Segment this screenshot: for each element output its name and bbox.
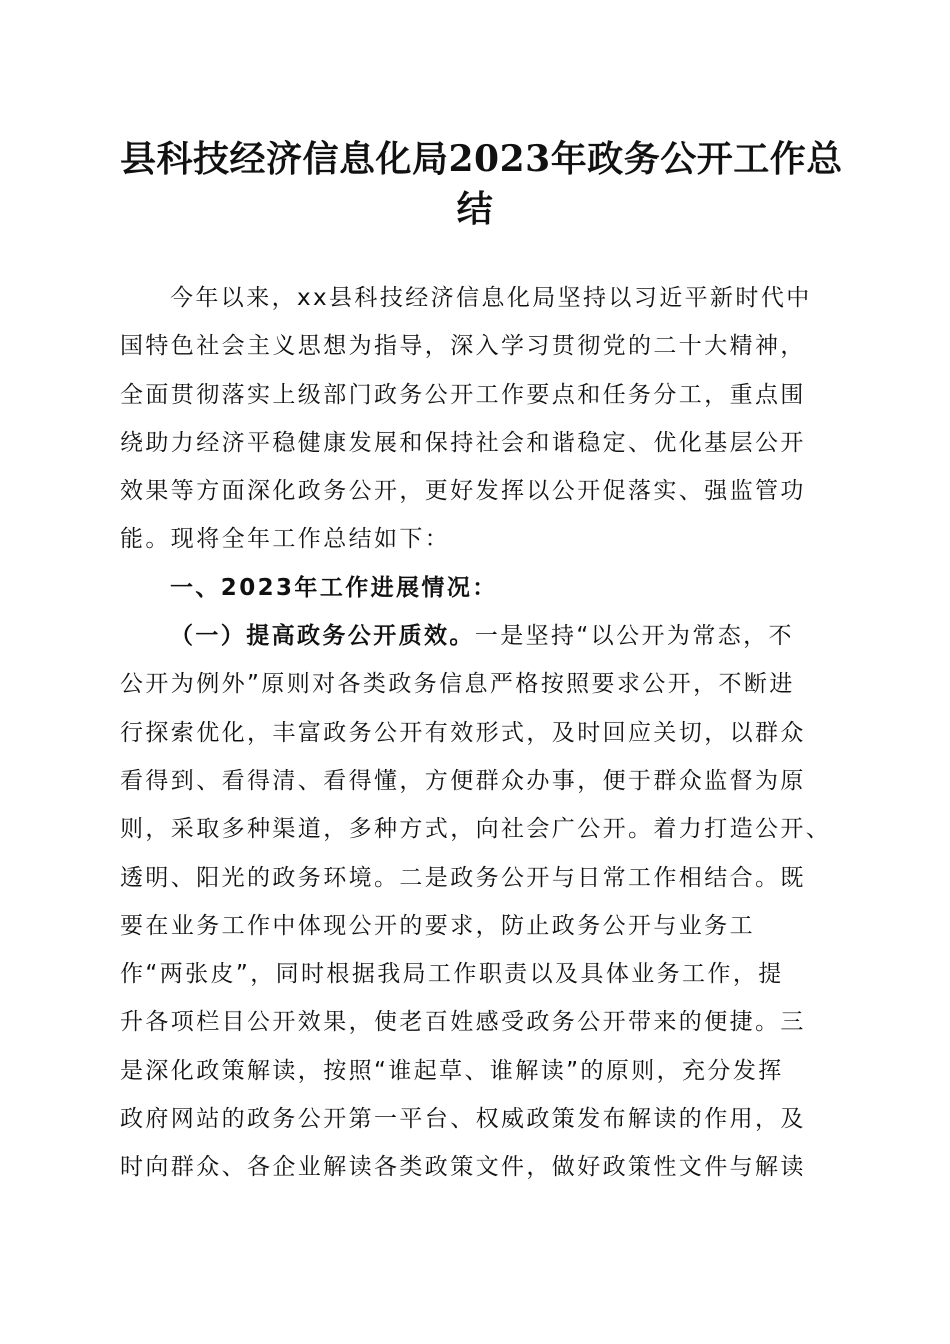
title-line: 县科技经济信息化局2023年政务公开工作总 (120, 138, 843, 180)
intro-line: 效果等方面深化政务公开，更好发挥以公开促落实、强监管功 (120, 478, 806, 505)
section1-line: 时向群众、各企业解读各类政策文件，做好政策性文件与解读 (120, 1154, 806, 1181)
section1-line: 要在业务工作中体现公开的要求，防止政务公开与业务工 (120, 912, 755, 939)
section1-line: 升各项栏目公开效果，使老百姓感受政务公开带来的便捷。三 (120, 1009, 806, 1036)
intro-line: 今年以来，xx县科技经济信息化局坚持以习近平新时代中 (170, 285, 812, 311)
section1-line: 一是坚持“以公开为常态，不 (474, 623, 794, 650)
section1-line: 作“两张皮”，同时根据我局工作职责以及具体业务工作，提 (120, 961, 784, 988)
subsection-lead: （一）提高政务公开质效。 (170, 623, 475, 650)
intro-line: 绕助力经济平稳健康发展和保持社会和谐稳定、优化基层公开 (120, 429, 806, 456)
document-title (120, 134, 843, 234)
section1-line: 是深化政策解读，按照“谁起草、谁解读”的原则，充分发挥 (120, 1057, 784, 1084)
section1-first-line (120, 612, 840, 660)
section1-line: 则，采取多种渠道，多种方式，向社会广公开。着力打造公开、 (120, 816, 832, 843)
document-body (120, 274, 840, 1192)
intro-line: 国特色社会主义思想为指导，深入学习贯彻党的二十大精神， (120, 333, 806, 360)
section1-line: 政府网站的政务公开第一平台、权威政策发布解读的作用，及 (120, 1106, 806, 1133)
section-heading: 一、2023年工作进展情况： (170, 574, 498, 601)
intro-line: 全面贯彻落实上级部门政务公开工作要点和任务分工，重点围 (120, 381, 806, 408)
section1-line: 透明、阳光的政务环境。二是政务公开与日常工作相结合。既 (120, 864, 806, 891)
section1-line: 行探索优化，丰富政务公开有效形式，及时回应关切，以群众 (120, 719, 806, 746)
section1-line: 公开为例外”原则对各类政务信息严格按照要求公开，不断进 (120, 671, 795, 698)
title-line: 结 (456, 188, 494, 230)
section1-line: 看得到、看得清、看得懂，方便群众办事，便于群众监督为原 (120, 767, 806, 794)
intro-line: 能。现将全年工作总结如下： (120, 526, 451, 553)
